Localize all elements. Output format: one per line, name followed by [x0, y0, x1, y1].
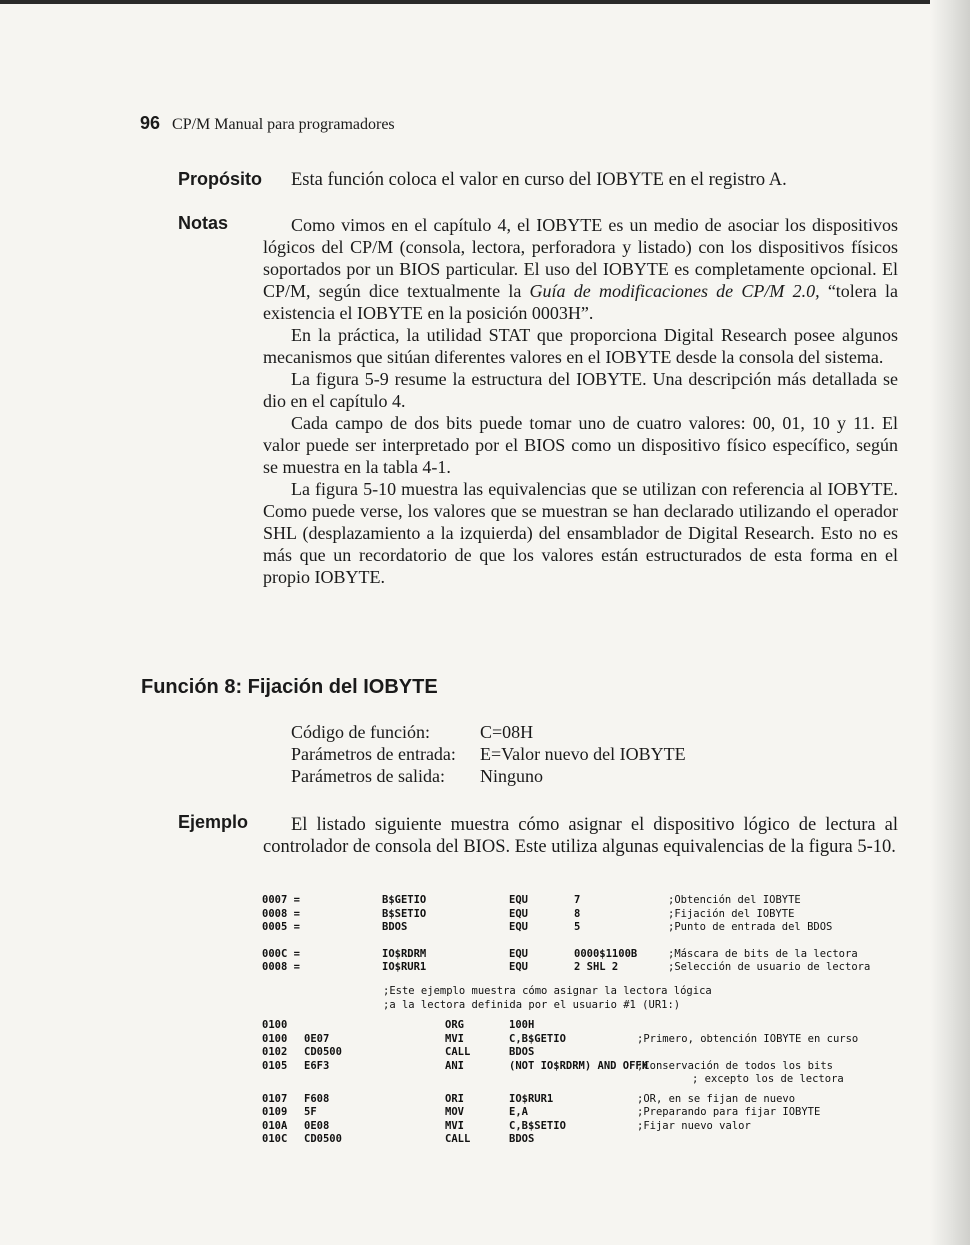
code-comment: ;a la lectora definida por el usuario #1 (UR1:) — [383, 998, 681, 1011]
code-line — [262, 1133, 912, 1147]
code-address: 0005 = — [262, 921, 300, 933]
code-bytes: 0E08 — [304, 1119, 330, 1132]
code-bytes: 0E07 — [304, 1032, 330, 1045]
param-row — [291, 765, 686, 787]
code-operand: BDOS — [509, 1133, 535, 1145]
notas-paragraph-1 — [263, 214, 898, 324]
code-operand: 8 — [574, 907, 581, 920]
code-address: 0102 — [262, 1046, 288, 1058]
code-line — [262, 1106, 912, 1120]
code-line — [262, 921, 902, 935]
code-comment-block — [383, 985, 883, 1012]
running-title: CP/M Manual para programadores — [172, 116, 395, 133]
code-operand: 0000$1100B — [574, 947, 638, 960]
function-parameters — [291, 721, 686, 787]
code-comment: ; excepto los de lectora — [692, 1073, 844, 1085]
code-opcode: ORG — [445, 1019, 464, 1031]
code-operand: 7 — [574, 894, 581, 906]
code-operand: C,B$SETIO — [509, 1119, 566, 1132]
code-comment: ;Máscara de bits de la lectora — [668, 947, 858, 960]
code-opcode: MOV — [445, 1106, 464, 1118]
page-header — [140, 113, 395, 134]
notas-label: Notas — [178, 213, 229, 233]
code-address: 000C = — [262, 947, 300, 960]
code-listing — [262, 1019, 912, 1147]
code-opcode: EQU — [509, 894, 528, 906]
code-label: IO$RDRM — [382, 947, 427, 960]
code-comment: ;Conservación de todos los bits — [637, 1059, 833, 1072]
ejemplo-body — [263, 814, 898, 858]
code-address: 0100 — [262, 1019, 288, 1031]
code-label: IO$RUR1 — [382, 961, 427, 973]
code-operand: BDOS — [509, 1046, 535, 1058]
param-key: Parámetros de entrada: — [291, 744, 456, 764]
code-equates — [262, 894, 902, 975]
code-opcode: ANI — [445, 1059, 464, 1072]
notas-paragraph-5: La figura 5-10 muestra las equivalencias que se utilizan con referencia al IOBYTE. Como puede verse, los valores que se muestran se han declarado utilizando el operador SHL (desplazamiento a la izquierda) del ensamblador de Digital Research. Esto no es más que un recordatorio de que los valores están estructurados de esta forma en el propio IOBYTE. — [263, 479, 898, 587]
code-opcode: EQU — [509, 961, 528, 973]
code-address: 010C — [262, 1133, 288, 1145]
notas-paragraph-3: La figura 5-9 resume la estructura del IOBYTE. Una descripción más detallada se dio en el capítulo 4. — [263, 369, 898, 411]
code-operand: 2 SHL 2 — [574, 961, 619, 973]
code-comment: ;OR, en se fijan de nuevo — [637, 1092, 796, 1105]
code-opcode: MVI — [445, 1119, 464, 1132]
code-comment: ;Fijación del IOBYTE — [668, 907, 795, 920]
page-right-edge-shadow — [930, 0, 970, 1245]
code-address: 0008 = — [262, 961, 300, 973]
code-line — [262, 1093, 912, 1107]
code-address: 010A — [262, 1119, 288, 1132]
code-line — [262, 1120, 912, 1134]
param-value: C=08H — [480, 722, 534, 742]
code-label: B$SETIO — [382, 907, 427, 920]
code-operand: C,B$GETIO — [509, 1032, 566, 1045]
code-line — [262, 1060, 912, 1074]
param-row — [291, 721, 686, 743]
proposito-label: Propósito — [178, 169, 262, 189]
code-line — [262, 1019, 912, 1033]
code-comment: ;Este ejemplo muestra cómo asignar la lectora lógica — [383, 985, 712, 997]
param-key: Parámetros de salida: — [291, 766, 445, 786]
code-opcode: MVI — [445, 1032, 464, 1045]
page-number: 96 — [140, 113, 161, 133]
code-comment: ;Primero, obtención IOBYTE en curso — [637, 1032, 859, 1045]
code-line — [383, 985, 883, 999]
code-opcode: ORI — [445, 1092, 464, 1105]
notas-p1-italic: Guía de modificaciones de CP/M 2.0, — [529, 281, 820, 301]
code-label: BDOS — [382, 921, 408, 933]
notas-paragraph-4: Cada campo de dos bits puede tomar uno de cuatro valores: 00, 01, 10 y 11. El valor puede ser interpretado por el BIOS como un dispositivo físico específico, según se muestra en la tabla 4-1. — [263, 413, 898, 477]
code-label: B$GETIO — [382, 894, 427, 906]
code-comment: ;Obtención del IOBYTE — [668, 894, 801, 906]
notas-p1-tail: “tolera la existencia el IOBYTE en la posición 0003H”. — [263, 281, 898, 323]
code-operand: IO$RUR1 — [509, 1092, 554, 1105]
code-address: 0109 — [262, 1106, 288, 1118]
param-value: Ninguno — [480, 766, 543, 786]
code-opcode: EQU — [509, 907, 528, 920]
code-comment: ;Preparando para fijar IOBYTE — [637, 1106, 821, 1118]
ejemplo-paragraph: El listado siguiente muestra cómo asignar el dispositivo lógico de lectura al controlador de consola del BIOS. Este utiliza algunas equivalencias de la figura 5-10. — [263, 815, 898, 857]
code-line — [262, 908, 902, 922]
code-line — [262, 1046, 912, 1060]
code-operand: (NOT IO$RDRM) AND OFFH — [509, 1059, 649, 1072]
code-opcode: CALL — [445, 1046, 471, 1058]
code-address: 0107 — [262, 1092, 288, 1105]
proposito-text: Esta función coloca el valor en curso del IOBYTE en el registro A. — [291, 170, 787, 190]
code-opcode: CALL — [445, 1133, 471, 1145]
top-edge-line — [0, 0, 970, 4]
code-line — [383, 999, 883, 1013]
code-line — [262, 948, 902, 962]
code-address: 0105 — [262, 1059, 288, 1072]
code-opcode: EQU — [509, 947, 528, 960]
ejemplo-label: Ejemplo — [178, 812, 249, 832]
code-bytes: CD0500 — [304, 1046, 342, 1058]
code-operand: 5 — [574, 921, 581, 933]
code-address: 0007 = — [262, 894, 300, 906]
code-line — [262, 1073, 912, 1087]
param-key: Código de función: — [291, 722, 430, 742]
code-bytes: 5F — [304, 1106, 317, 1118]
code-line — [262, 894, 902, 908]
code-comment: ;Fijar nuevo valor — [637, 1119, 751, 1132]
code-opcode: EQU — [509, 921, 528, 933]
code-bytes: CD0500 — [304, 1133, 342, 1145]
code-address: 0008 = — [262, 907, 300, 920]
code-line — [262, 1033, 912, 1047]
param-row — [291, 743, 686, 765]
notas-body — [263, 214, 898, 588]
code-operand: E,A — [509, 1106, 528, 1118]
param-value: E=Valor nuevo del IOBYTE — [480, 744, 686, 764]
section-title: Función 8: Fijación del IOBYTE — [141, 676, 438, 698]
code-operand: 100H — [509, 1019, 535, 1031]
code-address: 0100 — [262, 1032, 288, 1045]
code-comment: ;Selección de usuario de lectora — [668, 961, 871, 973]
code-line — [262, 961, 902, 975]
code-comment: ;Punto de entrada del BDOS — [668, 921, 833, 933]
code-bytes: F608 — [304, 1092, 330, 1105]
notas-paragraph-2: En la práctica, la utilidad STAT que proporciona Digital Research posee algunos mecanismos que sitúan diferentes valores en el IOBYTE desde la consola del sistema. — [263, 325, 898, 367]
code-bytes: E6F3 — [304, 1059, 330, 1072]
notas-p1-text: Como vimos en el capítulo 4, el IOBYTE es un medio de asociar los dispositivos lógicos del CP/M (consola, lectora, perforadora y listado) con los dispositivos físicos soportados por un BIOS particular. El uso del IOBYTE es completamente opcional. El CP/M, según dice textualmente la — [263, 215, 898, 301]
